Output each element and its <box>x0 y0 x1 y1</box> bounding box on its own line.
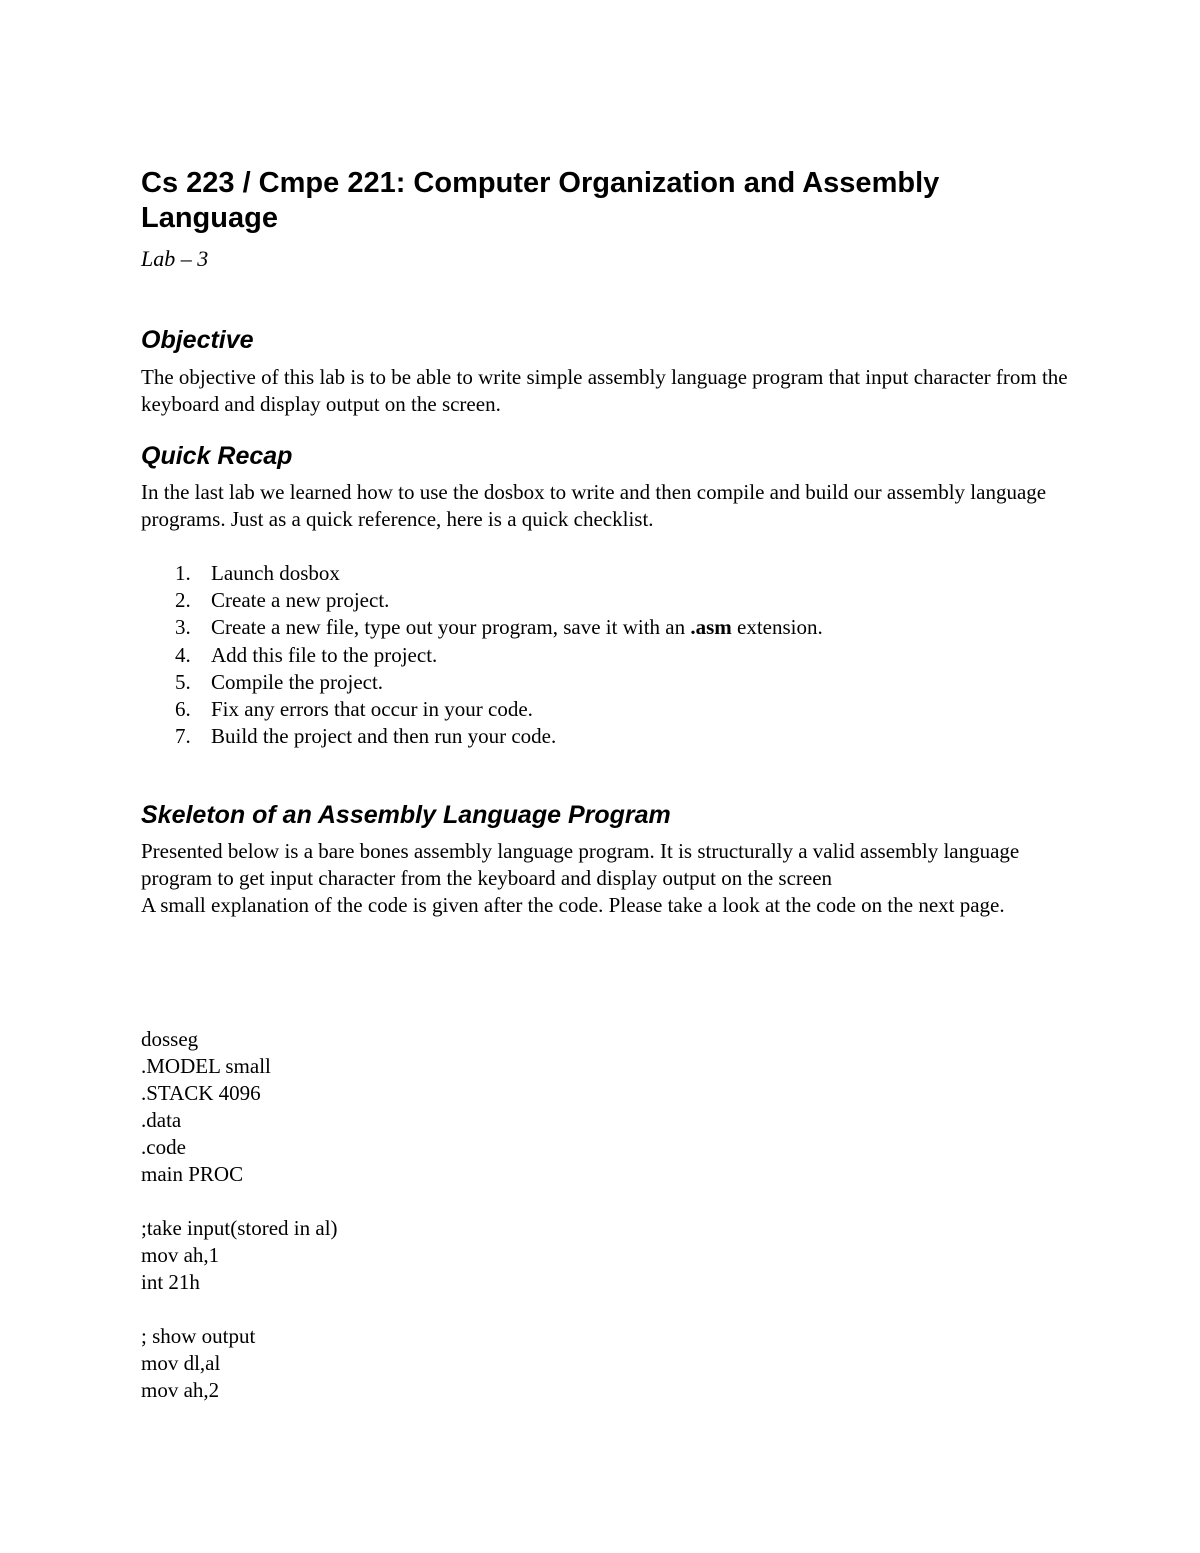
recap-heading: Quick Recap <box>141 442 293 470</box>
code-line: dosseg <box>141 1027 199 1051</box>
code-line: int 21h <box>141 1270 200 1294</box>
code-line: mov ah,2 <box>141 1378 220 1402</box>
code-line: .code <box>141 1135 186 1159</box>
code-line: ;take input(stored in al) <box>141 1216 338 1240</box>
code-line <box>141 1296 338 1323</box>
item-text: Create a new project. <box>211 588 390 613</box>
item-number: 2. <box>175 588 191 613</box>
recap-text: In the last lab we learned how to use the dosbox to write and then compile and build our assembly language programs. Just as a quick reference, here is a quick checklist. <box>141 480 1047 531</box>
document-title: Cs 223 / Cmpe 221: Computer Organization and Assembly Language <box>141 167 940 234</box>
item-text: Add this file to the project. <box>211 642 438 667</box>
asm-extension: .asm <box>690 615 732 640</box>
item-text: Fix any errors that occur in your code. <box>211 697 533 722</box>
code-line: mov dl,al <box>141 1351 221 1375</box>
skeleton-note: A small explanation of the code is given after the code. Please take a look at the code on the next page. <box>141 893 1005 917</box>
lab-number: Lab – 3 <box>141 246 209 271</box>
checklist-item <box>141 642 1041 669</box>
checklist <box>141 560 1041 750</box>
item-text: Launch dosbox <box>211 561 340 585</box>
item-number: 1. <box>175 561 191 585</box>
objective-heading: Objective <box>141 326 254 354</box>
item-number: 7. <box>175 724 191 749</box>
item-number: 4. <box>175 642 191 667</box>
code-line: ; show output <box>141 1324 256 1348</box>
checklist-item <box>141 723 1041 750</box>
item-number: 5. <box>175 669 191 694</box>
code-line: .data <box>141 1108 182 1132</box>
checklist-item <box>141 560 1041 587</box>
skeleton-heading: Skeleton of an Assembly Language Program <box>141 801 671 829</box>
item-text-pre: Create a new file, type out your program, save it with an <box>211 615 691 640</box>
code-listing <box>141 1026 338 1404</box>
code-line: mov ah,1 <box>141 1243 220 1267</box>
item-text-post: extension. <box>731 615 823 640</box>
objective-text: The objective of this lab is to be able to write simple assembly language program that input character from the keyboard and display output on the screen. <box>141 365 1068 416</box>
checklist-item <box>141 696 1041 723</box>
item-text: Compile the project. <box>211 669 384 694</box>
item-text: Build the project and then run your code. <box>211 724 557 749</box>
checklist-item <box>141 587 1041 614</box>
skeleton-text: Presented below is a bare bones assembly language program. It is structurally a valid assembly language program to get input character from the keyboard and display output on the screen <box>141 839 1020 890</box>
code-line: .STACK 4096 <box>141 1081 261 1105</box>
code-line: .MODEL small <box>141 1054 271 1078</box>
code-line: main PROC <box>141 1162 244 1186</box>
code-line <box>141 1188 338 1215</box>
item-number: 3. <box>175 615 191 640</box>
checklist-item <box>141 614 1041 641</box>
item-number: 6. <box>175 697 191 722</box>
checklist-item <box>141 669 1041 696</box>
